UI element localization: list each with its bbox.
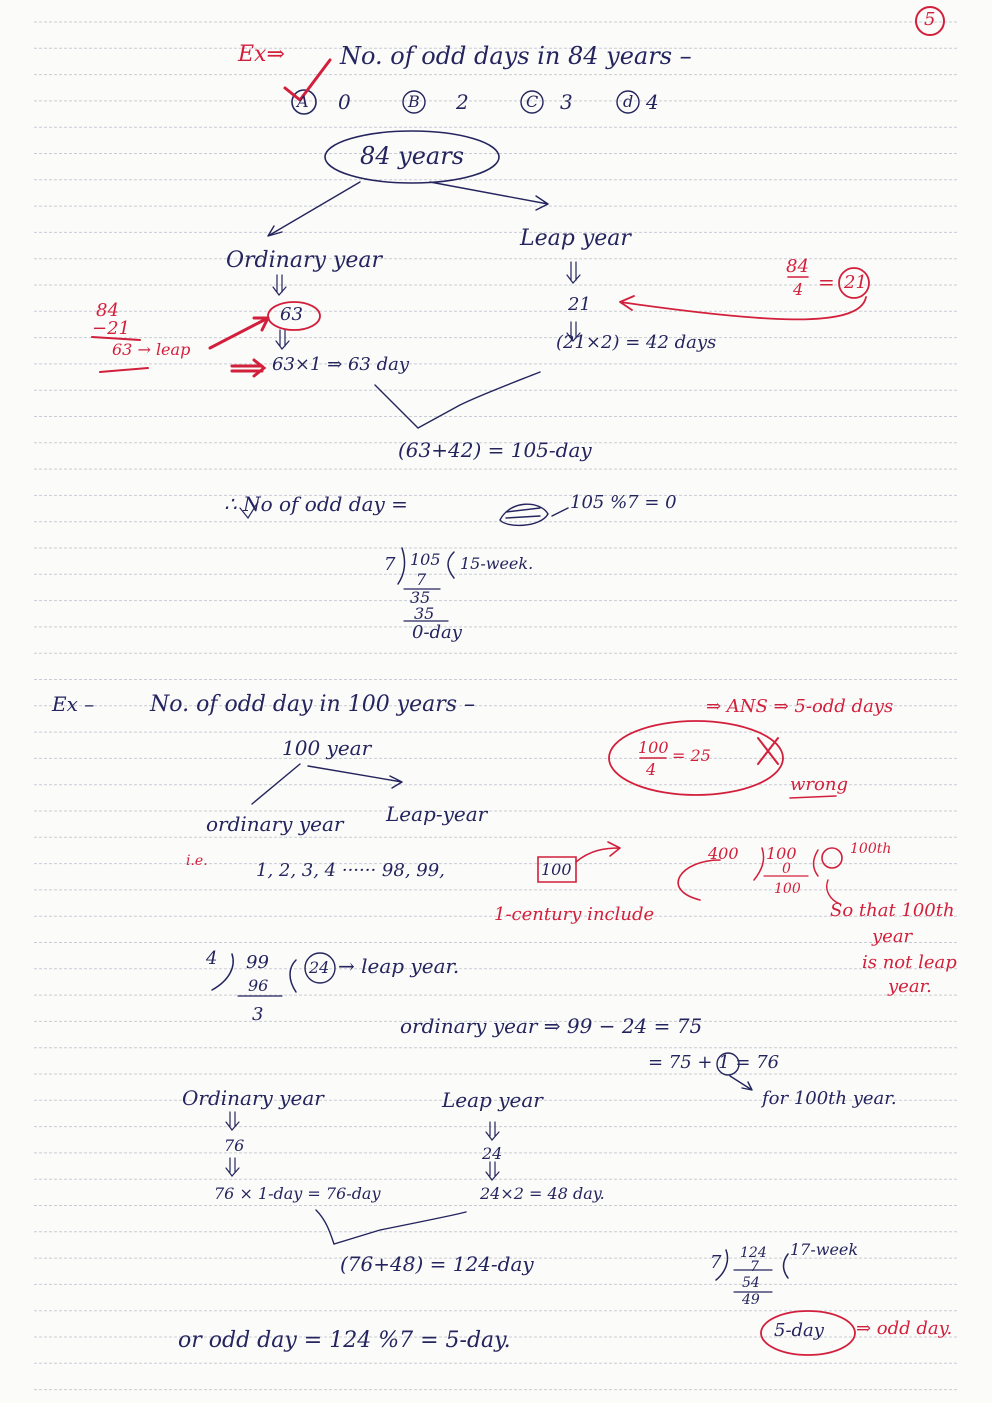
branch-left-arrow: [268, 182, 360, 236]
leap-div-denominator: 4: [793, 280, 804, 299]
ordinary-calc-2: 76 × 1-day = 76-day: [214, 1184, 381, 1203]
leap-div-numerator: 84: [786, 256, 809, 277]
division-bracket: [398, 548, 405, 584]
curved-bracket: [678, 860, 720, 900]
final-division-step-3: 49: [742, 1292, 760, 1308]
option-b-letter: B: [408, 92, 420, 111]
scribble: [500, 504, 548, 525]
side-calc-1: 84: [96, 300, 119, 321]
ordinary-year-label: ordinary year: [206, 812, 344, 836]
not-leap-line-4: year.: [888, 976, 932, 997]
div4-remainder: 3: [252, 1004, 264, 1025]
branch-left-arrow: [252, 764, 300, 804]
side-underline: [100, 368, 148, 372]
leap-year-label: Leap-year: [386, 802, 488, 826]
question-text: No. of odd day in 100 years –: [150, 692, 476, 717]
down-arrow: [226, 1158, 239, 1176]
final-division-step-2: 54: [742, 1275, 760, 1291]
division-bracket: [814, 850, 819, 876]
division-dividend: 105: [410, 550, 441, 569]
question-text: No. of odd days in 84 years –: [340, 42, 692, 70]
option-d-value: 4: [646, 90, 659, 114]
red-arrow: [576, 842, 620, 862]
not-leap-line-1: So that 100th: [830, 900, 955, 921]
down-arrow: [276, 330, 289, 349]
branch-right-arrow: [308, 766, 402, 788]
odd-day-line: ∴ No of odd day =: [224, 492, 408, 516]
div4-quotient: 24: [309, 958, 330, 977]
wrong-numerator: 100: [638, 738, 669, 757]
root-node: 84 years: [360, 142, 465, 170]
side-calc-2: −21: [92, 318, 130, 339]
division-quotient: 15-week.: [460, 554, 534, 573]
final-division-divisor: 7: [710, 1252, 722, 1273]
odd-day-mod: 105 %7 = 0: [570, 492, 677, 513]
option-a-letter: A: [297, 92, 309, 111]
division-step-1: 7: [416, 570, 427, 589]
option-a-value: 0: [338, 90, 351, 114]
total-line: (63+42) = 105-day: [398, 438, 592, 462]
ordinary-year-label: Ordinary year: [226, 248, 382, 273]
answer-text: ⇒ ANS ⇒ 5-odd days: [706, 696, 894, 717]
option-d-letter: d: [623, 92, 634, 111]
odd-day-label: ⇒ odd day.: [856, 1318, 953, 1339]
division-bracket: [290, 960, 296, 992]
cross-mark: [758, 738, 778, 764]
page-number: 5: [924, 9, 936, 30]
down-arrow: [273, 275, 286, 295]
down-arrow: [486, 1162, 499, 1180]
not-leap-line-2: year: [872, 926, 913, 947]
division-remainder: 0-day: [412, 622, 462, 643]
leap-calc-2: 24×2 = 48 day.: [480, 1184, 605, 1203]
leap-year-label-2: Leap year: [442, 1088, 543, 1112]
div4-step: 96: [248, 976, 269, 995]
final-division-step-1: 7: [750, 1259, 759, 1275]
final-remainder: 5-day: [774, 1320, 824, 1341]
wrong-denominator: 4: [646, 760, 657, 779]
century-note: 1-century include: [494, 904, 655, 925]
ordinary-calc-2: = 75 + 1 = 76: [648, 1052, 780, 1073]
div400-dividend: 100: [766, 844, 797, 863]
leap-count: 21: [568, 294, 591, 315]
leap-div-result: 21: [844, 272, 867, 293]
leap-calc: (21×2) = 42 days: [556, 332, 717, 353]
div400-remainder: 100: [774, 881, 801, 897]
division-bracket: [754, 848, 764, 880]
ie-label: i.e.: [186, 853, 208, 869]
division-step-3: 35: [414, 604, 435, 623]
wrong-label: wrong: [790, 774, 848, 795]
leap-year-label: Leap year: [520, 226, 631, 251]
division-divisor: 7: [384, 554, 396, 575]
div4-dividend: 99: [246, 952, 269, 973]
ordinary-count-2: 76: [224, 1136, 245, 1155]
ordinary-calc: ordinary year ⇒ 99 − 24 = 75: [400, 1014, 703, 1038]
option-b-value: 2: [456, 90, 469, 114]
down-arrow: [226, 1112, 239, 1130]
arrow: [552, 508, 568, 516]
year-sequence: 1, 2, 3, 4 ······ 98, 99,: [256, 860, 445, 881]
merge-line: [316, 1210, 466, 1244]
div400-divisor: 400: [708, 844, 739, 863]
division-bracket: [448, 552, 454, 578]
total-line: (76+48) = 124-day: [340, 1252, 534, 1276]
final-answer-line: or odd day = 124 %7 = 5-day.: [178, 1328, 511, 1353]
down-arrow: [567, 262, 580, 283]
example-label: Ex⇒: [238, 42, 285, 67]
div400-note: 100th: [850, 841, 892, 857]
wrong-result: = 25: [672, 746, 711, 765]
div4-divisor: 4: [206, 948, 218, 969]
red-arrow: [210, 318, 268, 348]
div4-label: → leap year.: [338, 954, 460, 978]
option-c-value: 3: [560, 90, 573, 114]
root-node: 100 year: [282, 736, 372, 760]
example-label: Ex –: [52, 692, 95, 716]
final-division-dividend: 124: [740, 1245, 767, 1261]
division-step-2: 35: [410, 588, 431, 607]
div400-step: 0: [782, 861, 791, 877]
side-calc-3: 63 → leap: [112, 340, 191, 359]
ordinary-year-label-2: Ordinary year: [182, 1086, 324, 1110]
ordinary-count: 63: [280, 304, 303, 325]
ordinary-calc: 63×1 ⇒ 63 day: [272, 354, 410, 375]
year-sequence-last: 100: [541, 860, 572, 879]
leap-div-equals: =: [818, 270, 835, 294]
merge-line: [375, 372, 540, 428]
for-100th-year: for 100th year.: [762, 1088, 897, 1109]
red-arrow: [232, 360, 264, 376]
underline: [790, 796, 836, 798]
leap-count-2: 24: [482, 1144, 503, 1163]
arrow: [730, 1076, 752, 1090]
scribble-circle: [822, 848, 842, 868]
division-bracket: [784, 1254, 789, 1278]
curved-arrow: [620, 296, 866, 319]
final-division-quotient: 17-week: [790, 1240, 859, 1259]
down-arrow: [486, 1122, 499, 1140]
option-c-letter: C: [526, 92, 539, 111]
not-leap-line-3: is not leap: [862, 952, 957, 973]
branch-right-arrow: [430, 182, 548, 210]
